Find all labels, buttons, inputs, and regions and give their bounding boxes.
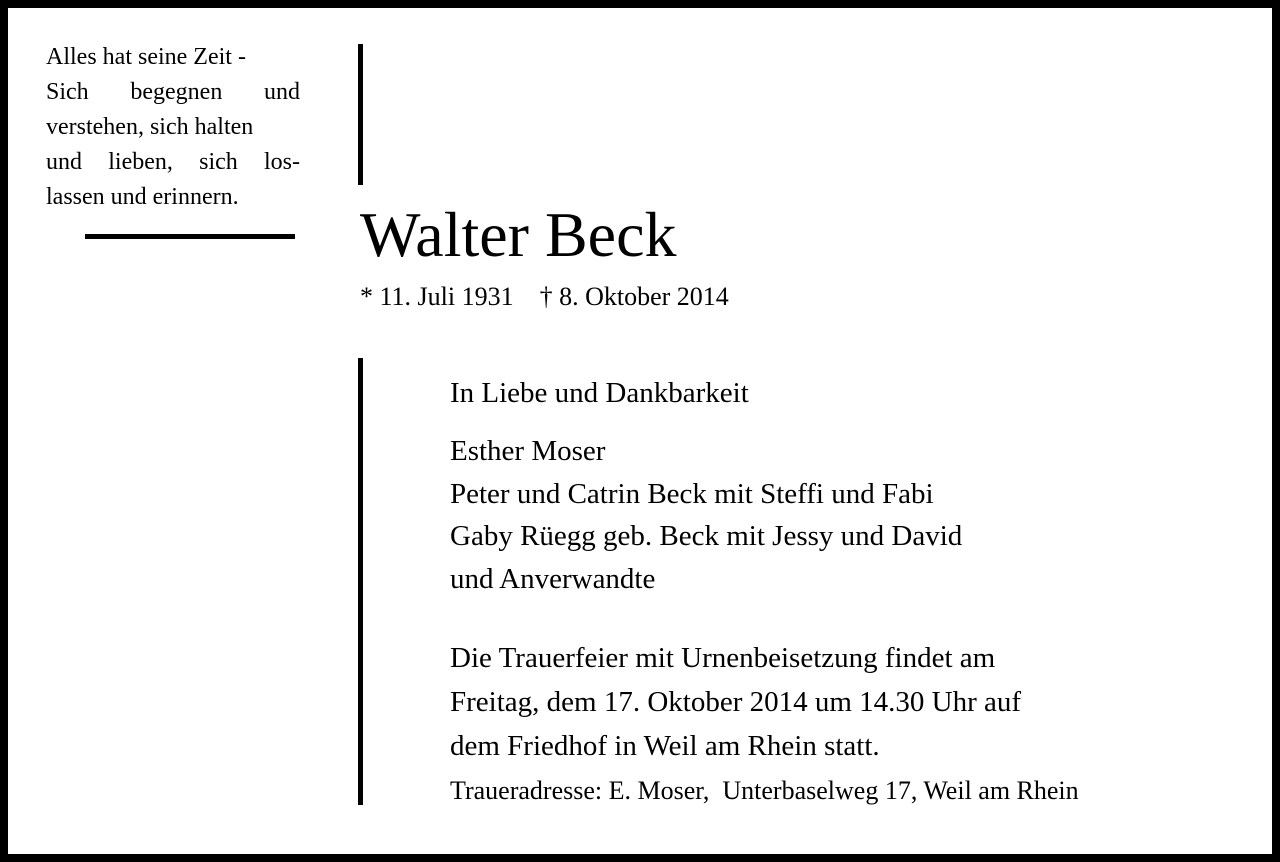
- poem-line: Alles hat seine Zeit -: [46, 44, 246, 70]
- service-line: Die Trauerfeier mit Urnenbeisetzung findet am: [450, 642, 996, 674]
- poem-line: und lieben, sich los-: [46, 149, 300, 175]
- mourner: Esther Moser: [450, 435, 606, 467]
- poem-line: Sich begegnen und: [46, 79, 300, 105]
- vertical-rule-top: [358, 44, 363, 185]
- poem: [46, 40, 300, 215]
- poem-divider: [85, 234, 295, 239]
- mourners-list: [450, 430, 962, 601]
- service-line: dem Friedhof in Weil am Rhein statt.: [450, 730, 880, 762]
- life-dates: [360, 280, 729, 314]
- service-info: [450, 636, 1021, 768]
- deceased-name: Walter Beck: [360, 199, 677, 270]
- poem-line: verstehen, sich halten: [46, 114, 254, 140]
- vertical-rule-bottom: [358, 358, 363, 805]
- dedication: In Liebe und Dankbarkeit: [450, 377, 749, 409]
- poem-line: lassen und erinnern.: [46, 184, 239, 210]
- service-line: Freitag, dem 17. Oktober 2014 um 14.30 Uhr auf: [450, 686, 1022, 718]
- mourning-address: Traueradresse: E. Moser, Unterbaselweg 17, Weil am Rhein: [450, 776, 1079, 805]
- death-date: † 8. Oktober 2014: [539, 282, 729, 311]
- mourner: und Anverwandte: [450, 563, 656, 596]
- birth-date: * 11. Juli 1931: [360, 282, 514, 311]
- mourner: Gaby Rüegg geb. Beck mit Jessy und David: [450, 520, 963, 553]
- mourner: Peter und Catrin Beck mit Steffi und Fabi: [450, 477, 934, 510]
